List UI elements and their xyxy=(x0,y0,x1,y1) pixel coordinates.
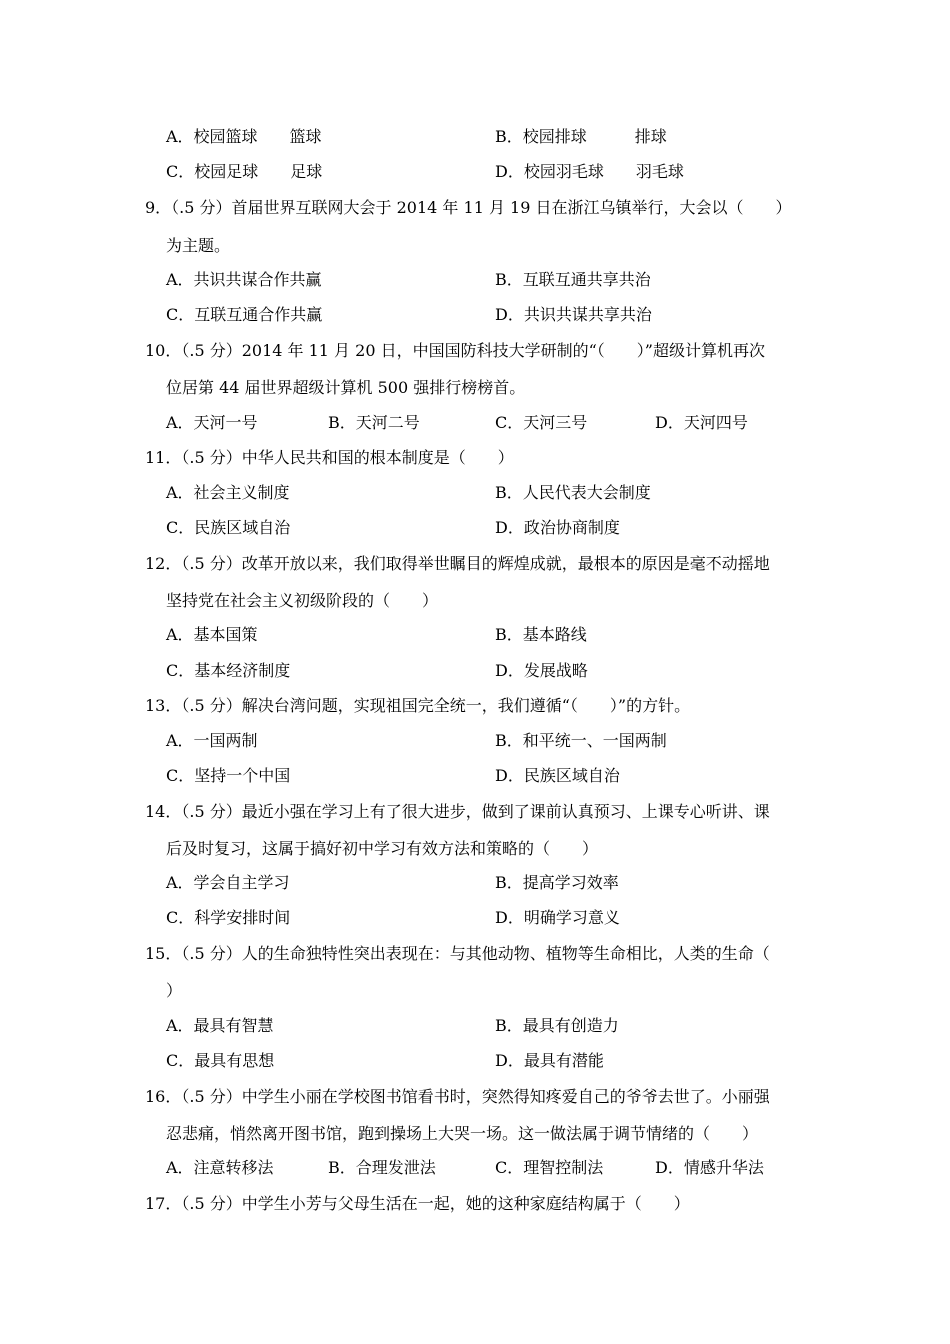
q16-option-d: D．情感升华法 xyxy=(655,1158,764,1177)
q13-option-a: A．一国两制 xyxy=(166,731,258,750)
q11-option-b: B．人民代表大会制度 xyxy=(495,483,651,502)
q12-stem-line2: 坚持党在社会主义初级阶段的（ ） xyxy=(166,591,439,610)
q14-stem-line2: 后及时复习，这属于搞好初中学习有效方法和策略的（ ） xyxy=(166,839,599,858)
q10-option-a: A．天河一号 xyxy=(166,413,258,432)
q9-option-a: A．共识共谋合作共赢 xyxy=(166,270,322,289)
q8-option-b: B．校园排球 排球 xyxy=(495,127,667,146)
q16-option-a: A．注意转移法 xyxy=(166,1158,274,1177)
q12-stem-line1: 12．（.5 分）改革开放以来，我们取得举世瞩目的辉煌成就，最根本的原因是毫不动摇地 xyxy=(145,554,770,573)
q11-option-a: A．社会主义制度 xyxy=(166,483,290,502)
q8-option-d: D．校园羽毛球 羽毛球 xyxy=(495,162,684,181)
q9-option-c: C．互联互通合作共赢 xyxy=(166,305,323,324)
q14-option-a: A．学会自主学习 xyxy=(166,873,290,892)
q8-option-a: A．校园篮球 篮球 xyxy=(166,127,322,146)
q17-stem-line1: 17．（.5 分）中学生小芳与父母生活在一起，她的这种家庭结构属于（ ） xyxy=(145,1194,690,1213)
q16-option-c: C．理智控制法 xyxy=(495,1158,604,1177)
q15-option-d: D．最具有潜能 xyxy=(495,1051,604,1070)
q15-option-b: B．最具有创造力 xyxy=(495,1016,619,1035)
q16-stem-line2: 忍悲痛，悄然离开图书馆，跑到操场上大哭一场。这一做法属于调节情绪的（ ） xyxy=(166,1124,759,1143)
q14-option-b: B．提高学习效率 xyxy=(495,873,619,892)
q13-option-c: C．坚持一个中国 xyxy=(166,766,291,785)
q9-stem-line1: 9．（.5 分）首届世界互联网大会于 2014 年 11 月 19 日在浙江乌镇举行，大会以（ ） xyxy=(145,198,792,217)
q14-stem-line1: 14．（.5 分）最近小强在学习上有了很大进步，做到了课前认真预习、上课专心听讲、课 xyxy=(145,802,770,821)
q8-option-c: C．校园足球 足球 xyxy=(166,162,323,181)
q13-option-d: D．民族区域自治 xyxy=(495,766,620,785)
q10-option-b: B．天河二号 xyxy=(328,413,420,432)
q15-stem-line2: ） xyxy=(166,981,183,1000)
q15-option-a: A．最具有智慧 xyxy=(166,1016,274,1035)
q12-option-a: A．基本国策 xyxy=(166,625,258,644)
q11-option-c: C．民族区域自治 xyxy=(166,518,291,537)
q11-stem-line1: 11．（.5 分）中华人民共和国的根本制度是（ ） xyxy=(145,448,514,467)
q14-option-d: D．明确学习意义 xyxy=(495,908,620,927)
q16-stem-line1: 16．（.5 分）中学生小丽在学校图书馆看书时，突然得知疼爱自己的爷爷去世了。小丽强 xyxy=(145,1087,770,1106)
q15-stem-line1: 15．（.5 分）人的生命独特性突出表现在：与其他动物、植物等生命相比，人类的生命（ xyxy=(145,944,770,963)
q9-option-d: D．共识共谋共享共治 xyxy=(495,305,652,324)
q13-option-b: B．和平统一、一国两制 xyxy=(495,731,667,750)
q12-option-b: B．基本路线 xyxy=(495,625,587,644)
q12-option-c: C．基本经济制度 xyxy=(166,661,291,680)
q13-stem-line1: 13．（.5 分）解决台湾问题，实现祖国完全统一，我们遵循“（ ）”的方针。 xyxy=(145,696,691,715)
q15-option-c: C．最具有思想 xyxy=(166,1051,275,1070)
q10-option-c: C．天河三号 xyxy=(495,413,588,432)
q11-option-d: D．政治协商制度 xyxy=(495,518,620,537)
q9-stem-line2: 为主题。 xyxy=(166,236,231,255)
q12-option-d: D．发展战略 xyxy=(495,661,588,680)
q16-option-b: B．合理发泄法 xyxy=(328,1158,436,1177)
q10-stem-line1: 10．（.5 分）2014 年 11 月 20 日，中国国防科技大学研制的“（ ）”超级计算机再次 xyxy=(145,341,765,360)
q14-option-c: C．科学安排时间 xyxy=(166,908,291,927)
q10-stem-line2: 位居第 44 届世界超级计算机 500 强排行榜榜首。 xyxy=(166,378,526,397)
q10-option-d: D．天河四号 xyxy=(655,413,748,432)
q9-option-b: B．互联互通共享共治 xyxy=(495,270,651,289)
